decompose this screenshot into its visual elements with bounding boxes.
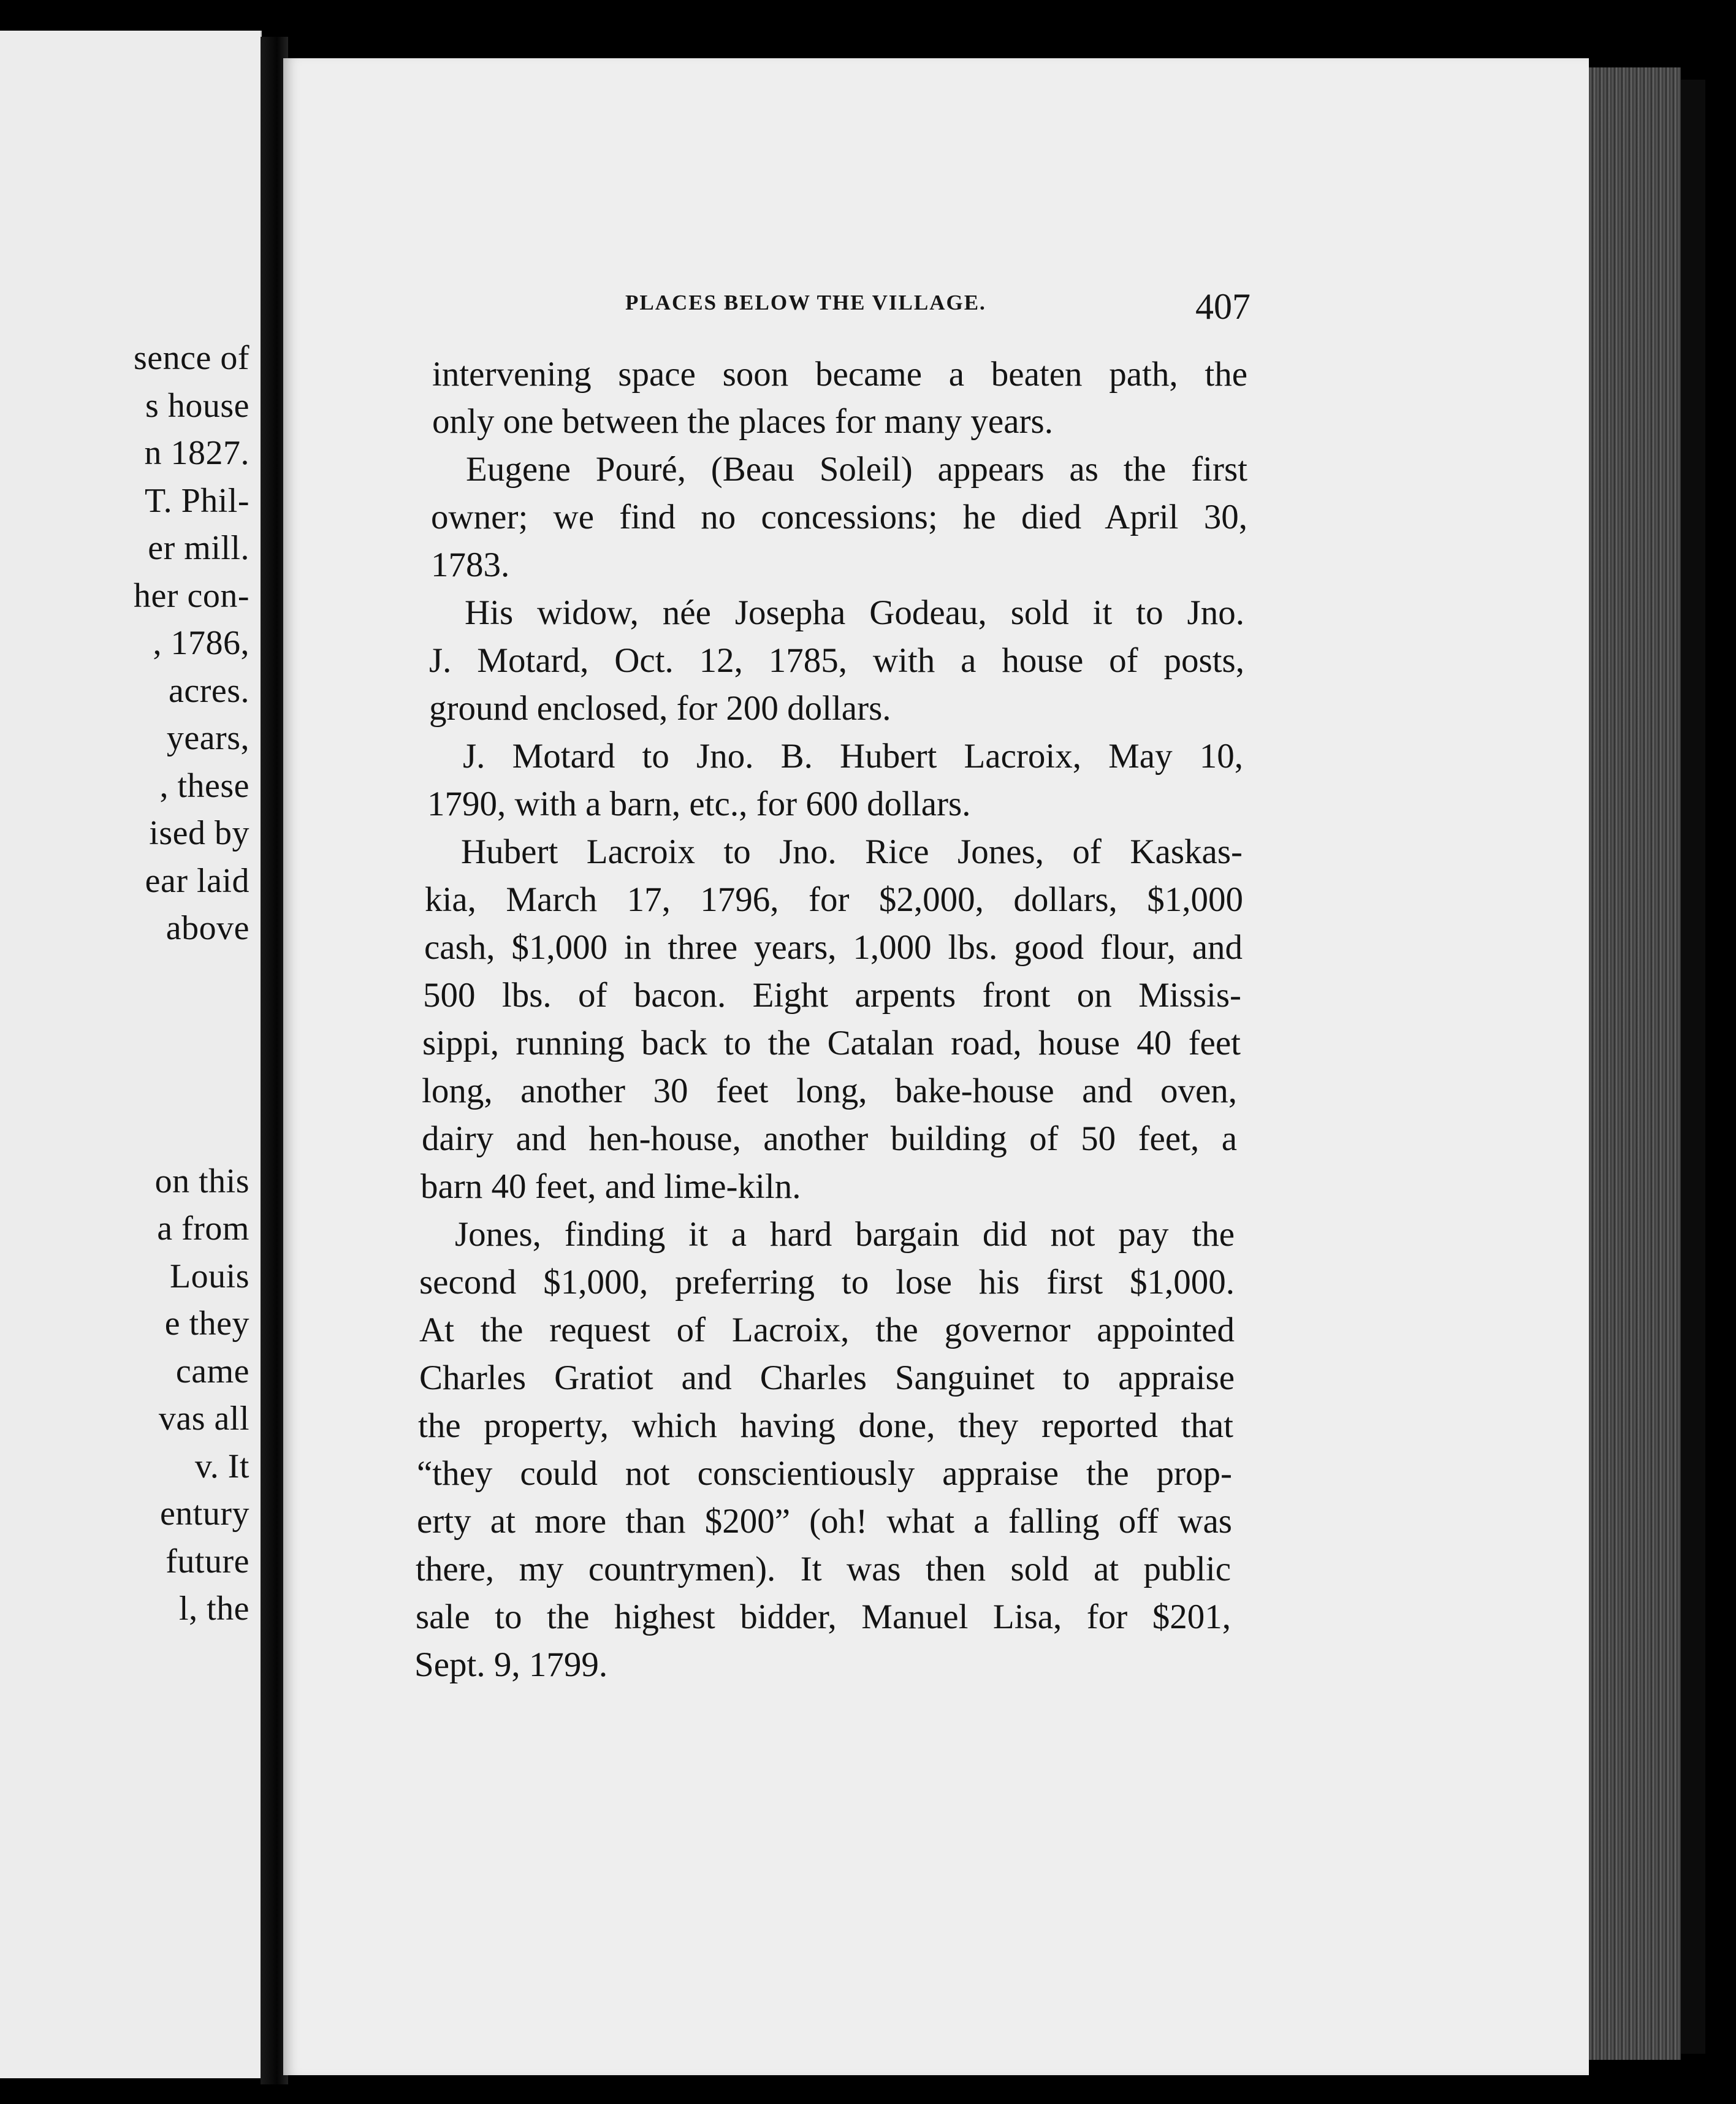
body-line: 500 lbs. of bacon. Eight arpents front on Missis- bbox=[423, 976, 1241, 1015]
body-line: ground enclosed, for 200 dollars. bbox=[429, 689, 891, 728]
left-page-fragment: T. Phil- bbox=[145, 482, 249, 520]
body-line: second $1,000, preferring to lose his first $1,000. bbox=[419, 1263, 1235, 1302]
body-line: Jones, finding it a hard bargain did not pay the bbox=[455, 1215, 1235, 1254]
body-line: long, another 30 feet long, bake-house and oven, bbox=[422, 1072, 1237, 1110]
left-page-fragment: n 1827. bbox=[144, 434, 249, 472]
left-page-fragment: above bbox=[166, 909, 249, 947]
body-line: sale to the highest bidder, Manuel Lisa, for $201, bbox=[416, 1598, 1231, 1636]
body-line: Sept. 9, 1799. bbox=[414, 1645, 608, 1684]
body-line: barn 40 feet, and lime-kiln. bbox=[421, 1167, 801, 1206]
left-page-fragment: future bbox=[166, 1542, 249, 1580]
left-page-fragment: er mill. bbox=[148, 529, 249, 567]
left-page-fragment: s house bbox=[145, 387, 249, 425]
body-line: erty at more than $200” (oh! what a falling off was bbox=[417, 1502, 1232, 1541]
left-facing-page bbox=[0, 31, 262, 2078]
body-line: cash, $1,000 in three years, 1,000 lbs. good flour, and bbox=[424, 928, 1243, 967]
left-page-fragment: , 1786, bbox=[153, 624, 249, 662]
page-edge-shadow bbox=[1681, 80, 1705, 2054]
body-line: kia, March 17, 1796, for $2,000, dollars, $1,000 bbox=[425, 880, 1243, 919]
left-page-fragment: a from bbox=[157, 1210, 249, 1248]
body-line: Hubert Lacroix to Jno. Rice Jones, of Kaskas- bbox=[461, 833, 1243, 871]
body-line: 1783. bbox=[431, 546, 510, 584]
body-line: His widow, née Josepha Godeau, sold it to Jno. bbox=[465, 593, 1244, 632]
body-line: only one between the places for many years. bbox=[432, 402, 1053, 441]
body-line: owner; we find no concessions; he died April 30, bbox=[431, 498, 1247, 536]
left-page-fragment: Louis bbox=[169, 1257, 249, 1295]
left-page-fragment: came bbox=[175, 1352, 249, 1390]
page-edge-stack bbox=[1589, 67, 1681, 2060]
body-line: J. Motard to Jno. B. Hubert Lacroix, May 10, bbox=[463, 737, 1243, 776]
body-line: At the request of Lacroix, the governor appointed bbox=[419, 1311, 1235, 1349]
left-page-fragment: v. It bbox=[194, 1447, 249, 1485]
left-page-fragment: years, bbox=[166, 719, 249, 757]
body-line: intervening space soon became a beaten path, the bbox=[432, 355, 1247, 394]
body-line: Eugene Pouré, (Beau Soleil) appears as the first bbox=[466, 450, 1247, 489]
body-line: dairy and hen-house, another building of 50 feet, a bbox=[422, 1119, 1237, 1158]
body-line: J. Motard, Oct. 12, 1785, with a house of posts, bbox=[429, 641, 1244, 680]
left-page-fragment: e they bbox=[164, 1305, 249, 1343]
running-head: PLACES BELOW THE VILLAGE. bbox=[625, 291, 986, 314]
body-line: there, my countrymen). It was then sold at public bbox=[416, 1550, 1231, 1588]
left-page-fragment: ear laid bbox=[145, 862, 249, 900]
body-line: Charles Gratiot and Charles Sanguinet to appraise bbox=[419, 1359, 1235, 1397]
left-page-fragment: acres. bbox=[168, 672, 249, 710]
left-page-fragment: vas all bbox=[158, 1400, 249, 1438]
body-line: “they could not conscientiously appraise the prop- bbox=[417, 1454, 1232, 1493]
left-page-fragment: , these bbox=[159, 767, 249, 805]
left-page-fragment: her con- bbox=[133, 577, 249, 615]
left-page-fragment: entury bbox=[159, 1495, 249, 1533]
body-line: sippi, running back to the Catalan road, house 40 feet bbox=[422, 1024, 1241, 1062]
page-number: 407 bbox=[1195, 286, 1251, 327]
body-line: 1790, with a barn, etc., for 600 dollars. bbox=[427, 785, 971, 823]
body-line: the property, which having done, they reported that bbox=[418, 1406, 1233, 1445]
left-page-fragment: on this bbox=[154, 1162, 249, 1200]
left-page-fragment: ised by bbox=[149, 814, 249, 852]
left-page-fragment: l, the bbox=[179, 1590, 249, 1628]
left-page-fragment: sence of bbox=[133, 339, 249, 377]
